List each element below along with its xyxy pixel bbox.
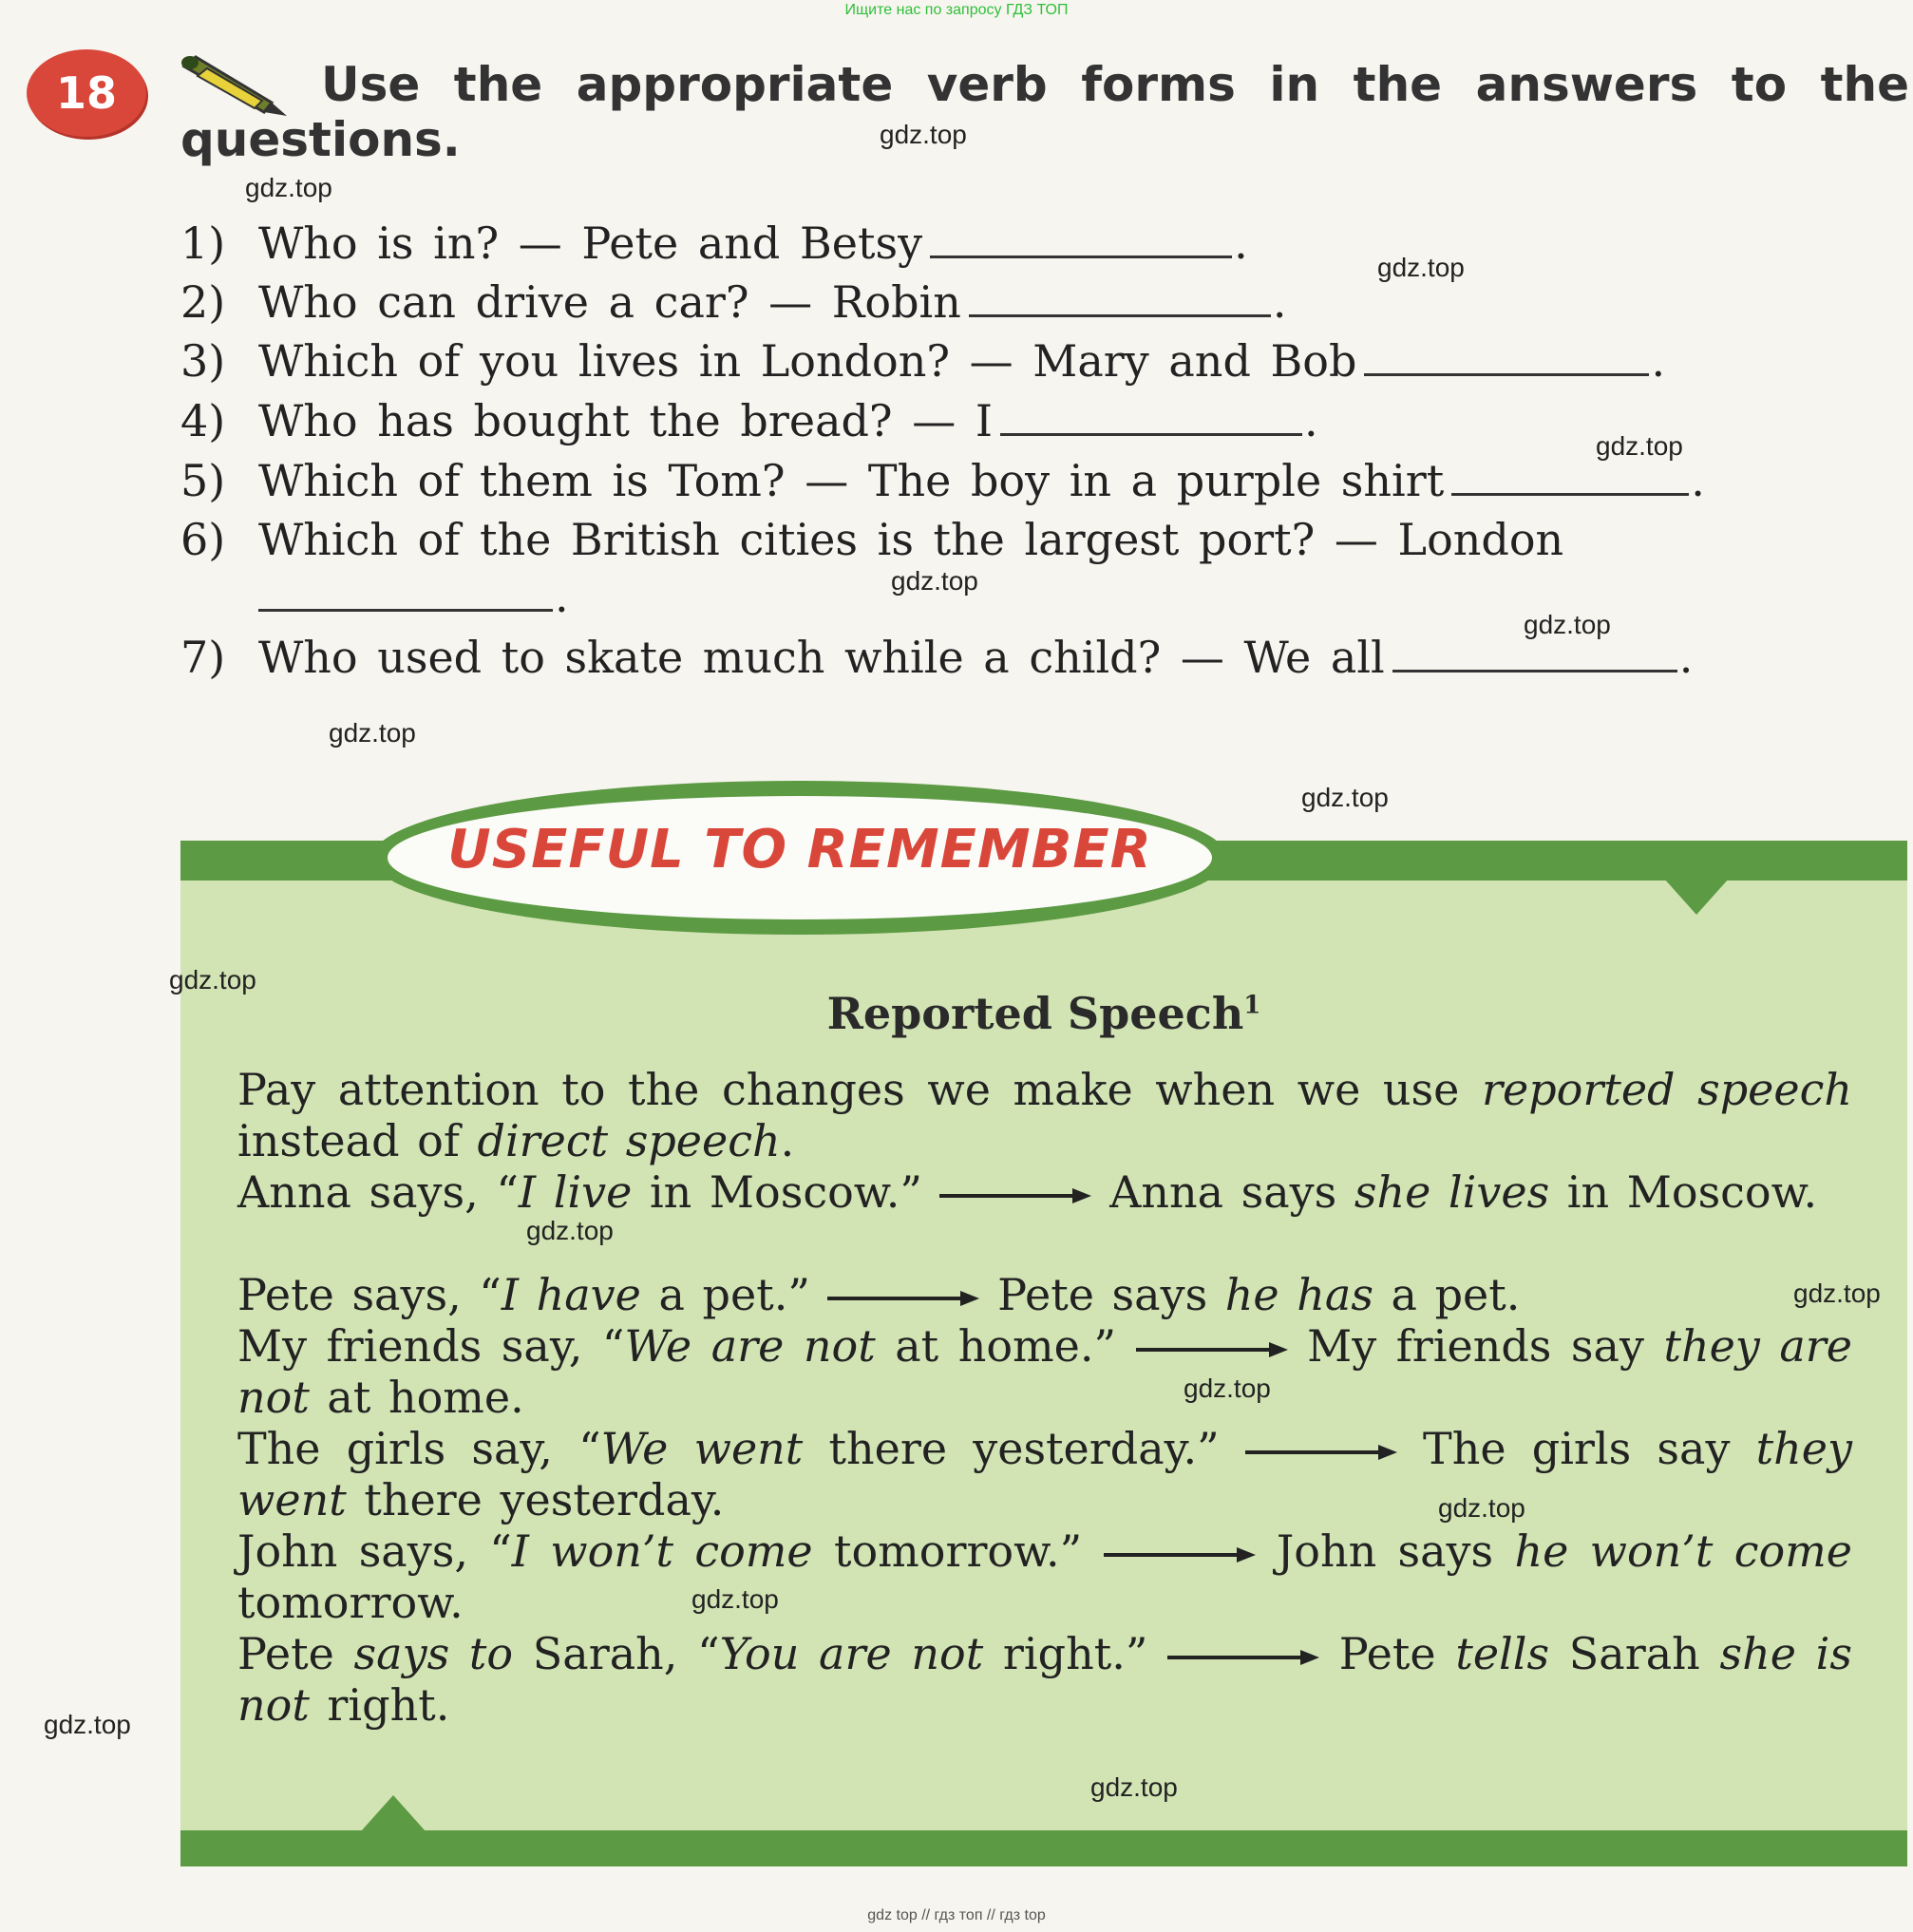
example-5 bbox=[237, 1525, 1852, 1628]
watermark: gdz.top bbox=[1377, 253, 1465, 282]
example-italic: We are not bbox=[624, 1320, 876, 1372]
intro-term: direct speech bbox=[477, 1115, 781, 1166]
answer-blank[interactable] bbox=[930, 220, 1232, 258]
watermark: gdz.top bbox=[1438, 1493, 1525, 1523]
decorative-triangle bbox=[361, 1795, 426, 1831]
example-text: tomorrow.” bbox=[812, 1525, 1083, 1577]
example-text: in Moscow.” bbox=[632, 1166, 922, 1218]
answer-blank[interactable] bbox=[1000, 398, 1302, 436]
example-text: right.” bbox=[983, 1628, 1148, 1679]
example-text: The girls say, “ bbox=[237, 1423, 601, 1474]
banner-title: USEFUL TO REMEMBER bbox=[447, 819, 1152, 881]
question-text: Who can drive a car? — Robin bbox=[258, 276, 961, 328]
example-text: there yesterday. bbox=[346, 1474, 725, 1525]
example-1 bbox=[237, 1166, 1852, 1218]
footnote-marker: 1 bbox=[1243, 991, 1261, 1020]
example-text: at home. bbox=[309, 1372, 524, 1423]
arrow-right-icon bbox=[827, 1289, 979, 1308]
intro-term: reported speech bbox=[1482, 1064, 1852, 1115]
watermark: gdz.top bbox=[880, 120, 967, 149]
example-text: Sarah bbox=[1549, 1628, 1720, 1679]
example-italic: they went bbox=[237, 1423, 1852, 1525]
watermark: gdz.top bbox=[1524, 610, 1611, 639]
question-number: 1) bbox=[180, 218, 226, 269]
question-number: 5) bbox=[180, 455, 226, 506]
section-title bbox=[180, 988, 1907, 1039]
example-text: Pete says bbox=[997, 1269, 1225, 1320]
arrow-right-icon bbox=[1136, 1340, 1288, 1359]
example-text: a pet.” bbox=[640, 1269, 810, 1320]
question-6-answer-line: . bbox=[180, 568, 569, 625]
example-6 bbox=[237, 1628, 1852, 1731]
example-text: My friends say, “ bbox=[237, 1320, 625, 1372]
example-text: John says, “ bbox=[237, 1525, 512, 1577]
decorative-triangle bbox=[1664, 879, 1729, 915]
example-text: tomorrow. bbox=[237, 1577, 464, 1628]
example-italic: she lives bbox=[1354, 1166, 1550, 1218]
example-text: right. bbox=[309, 1679, 450, 1731]
watermark: gdz.top bbox=[526, 1216, 614, 1245]
answer-blank[interactable] bbox=[1392, 635, 1677, 672]
example-italic: We went bbox=[600, 1423, 804, 1474]
example-italic: he has bbox=[1224, 1269, 1373, 1320]
example-italic: he won’t come bbox=[1514, 1525, 1852, 1577]
answer-blank[interactable] bbox=[258, 574, 553, 612]
watermark: gdz.top bbox=[891, 566, 978, 596]
intro-text: . bbox=[780, 1115, 795, 1166]
section-title-text: Reported Speech bbox=[826, 988, 1244, 1039]
example-text: Pete bbox=[1338, 1628, 1456, 1679]
example-text: Sarah, “ bbox=[513, 1628, 720, 1679]
watermark: gdz.top bbox=[691, 1584, 779, 1614]
question-number: 6) bbox=[180, 514, 226, 565]
watermark: gdz.top bbox=[1301, 783, 1389, 812]
question-text: Which of the British cities is the largest port? — London bbox=[258, 514, 1564, 565]
watermark: gdz.top bbox=[1793, 1279, 1881, 1308]
example-italic: You are not bbox=[719, 1628, 984, 1679]
example-italic: says to bbox=[353, 1628, 514, 1679]
watermark: gdz.top bbox=[245, 173, 332, 202]
example-italic: she is not bbox=[237, 1628, 1852, 1731]
useful-box-bottom-bar bbox=[180, 1830, 1907, 1866]
example-text: Anna says, “ bbox=[237, 1166, 519, 1218]
question-text: Which of you lives in London? — Mary and Bob bbox=[258, 335, 1357, 387]
example-italic: I won’t come bbox=[511, 1525, 813, 1577]
question-number: 7) bbox=[180, 632, 226, 683]
watermark: gdz.top bbox=[44, 1710, 131, 1739]
answer-blank[interactable] bbox=[1451, 458, 1689, 496]
watermark: gdz.top bbox=[329, 718, 416, 748]
example-italic: tells bbox=[1455, 1628, 1550, 1679]
arrow-right-icon bbox=[939, 1186, 1091, 1205]
example-3 bbox=[237, 1320, 1852, 1423]
arrow-right-icon bbox=[1167, 1648, 1319, 1667]
answer-blank[interactable] bbox=[969, 279, 1271, 317]
example-text: there yesterday.” bbox=[803, 1423, 1220, 1474]
watermark: gdz.top bbox=[169, 965, 256, 994]
site-caption-top: Ищите нас по запросу ГДЗ ТОП bbox=[844, 2, 1069, 18]
example-text: John says bbox=[1276, 1525, 1515, 1577]
intro-text: Pay attention to the changes we make when we use bbox=[237, 1064, 1460, 1115]
watermark: gdz.top bbox=[1184, 1373, 1271, 1403]
question-text: Who has bought the bread? — I bbox=[258, 395, 994, 446]
question-1: 1) Who is in? — Pete and Betsy . bbox=[180, 215, 1248, 272]
question-text: Which of them is Tom? — The boy in a purple shirt bbox=[258, 455, 1445, 506]
arrow-right-icon bbox=[1104, 1545, 1256, 1564]
question-5: 5) Which of them is Tom? — The boy in a purple shirt . bbox=[180, 452, 1705, 509]
watermark: gdz.top bbox=[1596, 431, 1683, 461]
question-3: 3) Which of you lives in London? — Mary and Bob . bbox=[180, 332, 1665, 389]
example-2 bbox=[237, 1269, 1852, 1320]
question-text: Who is in? — Pete and Betsy bbox=[258, 218, 923, 269]
question-7: 7) Who used to skate much while a child? — We all . bbox=[180, 629, 1693, 686]
question-text: Who used to skate much while a child? — We all bbox=[258, 632, 1385, 683]
intro-paragraph bbox=[237, 1064, 1852, 1166]
example-text: Anna says bbox=[1109, 1166, 1354, 1218]
example-text: Pete says, “ bbox=[237, 1269, 502, 1320]
site-caption-bottom: gdz top // гдз топ // гдз top bbox=[867, 1907, 1046, 1923]
question-number: 3) bbox=[180, 335, 226, 387]
example-4 bbox=[237, 1423, 1852, 1525]
example-text: in Moscow. bbox=[1549, 1166, 1818, 1218]
example-italic: I have bbox=[501, 1269, 641, 1320]
question-6 bbox=[180, 511, 1563, 568]
example-italic: they are not bbox=[237, 1320, 1852, 1423]
answer-blank[interactable] bbox=[1364, 338, 1649, 376]
example-text: My friends say bbox=[1307, 1320, 1664, 1372]
example-text: The girls say bbox=[1423, 1423, 1756, 1474]
exercise-number-badge: 18 bbox=[27, 49, 146, 137]
example-italic: I live bbox=[518, 1166, 633, 1218]
watermark: gdz.top bbox=[1090, 1772, 1178, 1802]
example-text: Pete bbox=[237, 1628, 354, 1679]
exercise-instruction: Use the appropriate verb forms in the answers to the questions. bbox=[180, 57, 1909, 167]
example-text: at home.” bbox=[875, 1320, 1117, 1372]
question-number: 4) bbox=[180, 395, 226, 446]
question-number: 2) bbox=[180, 276, 226, 328]
intro-text: instead of bbox=[237, 1115, 460, 1166]
question-2: 2) Who can drive a car? — Robin . bbox=[180, 274, 1287, 331]
question-4: 4) Who has bought the bread? — I . bbox=[180, 392, 1318, 449]
arrow-right-icon bbox=[1245, 1443, 1397, 1462]
example-text: a pet. bbox=[1373, 1269, 1521, 1320]
